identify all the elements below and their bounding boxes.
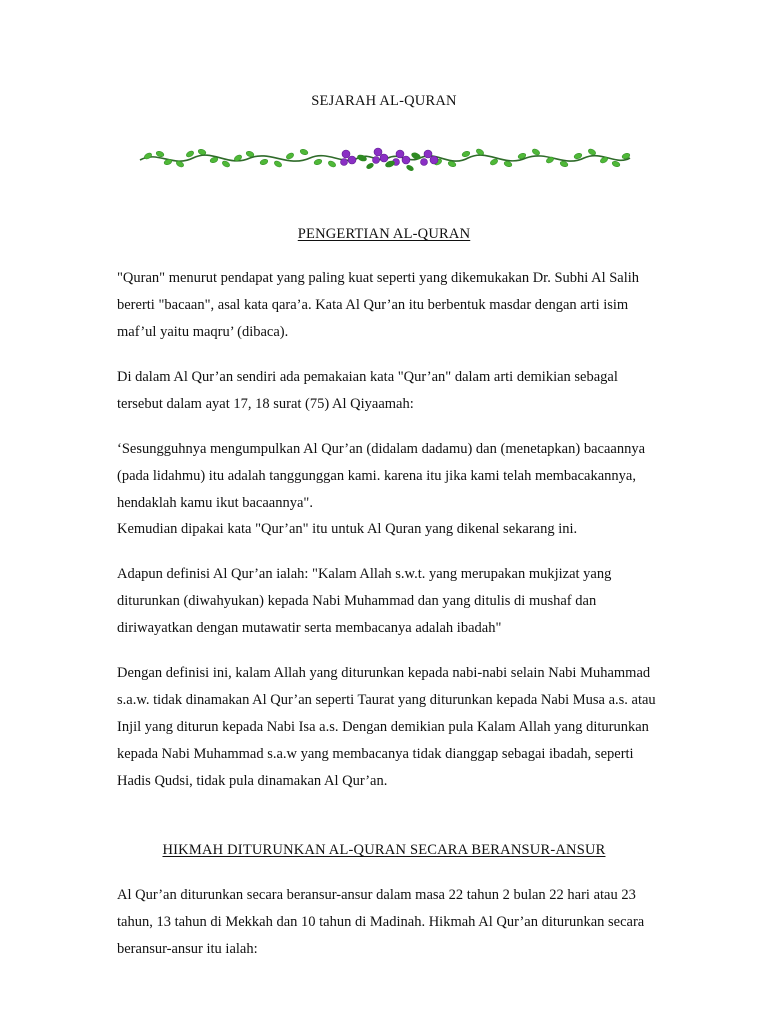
paragraph-4: Kemudian dipakai kata "Qur’an" itu untuk Al Quran yang dikenal sekarang ini.	[117, 521, 578, 537]
paragraph-1: "Quran" menurut pendapat yang paling kuat seperti yang dikemukakan Dr. Subhi Al Salih bererti "bacaan", asal kata qara’a. Kata Al Qur’an itu berbentuk masdar dengan arti isim maf’ul yaitu maqru’ (dibaca).	[117, 270, 640, 340]
paragraph-7: Al Qur’an diturunkan secara beransur-ansur dalam masa 22 tahun 2 bulan 22 hari atau 23 tahun, 13 tahun di Mekkah dan 10 tahun di Madinah. Hikmah Al Qur’an diturunkan secara beransur-ansur itu ialah:	[117, 887, 645, 957]
floral-vine-divider-icon	[138, 142, 632, 176]
section-heading-pengertian: PENGERTIAN AL-QURAN	[297, 226, 471, 242]
paragraph-quote: ‘Sesungguhnya mengumpulkan Al Qur’an (didalam dadamu) dan (menetapkan) bacaannya (pada lidahmu) itu adalah tanggunggan kami. karena itu jika kami telah membacakannya, hendaklah kamu ikut bacaannya".	[117, 441, 646, 511]
paragraph-6: Dengan definisi ini, kalam Allah yang diturunkan kepada nabi-nabi selain Nabi Muhammad s.a.w. tidak dinamakan Al Qur’an seperti Taurat yang diturunkan kepada Nabi Musa a.s. atau Injil yang diturun kepada Nabi Isa a.s. Dengan demikian pula Kalam Allah yang diturunkan kepada Nabi Muhammad s.a.w yang membacanya tidak dianggap sebagai ibadah, seperti Hadis Qudsi, tidak pula dinamakan Al Qur’an.	[117, 665, 656, 789]
paragraph-definition: Adapun definisi Al Qur’an ialah: "Kalam Allah s.w.t. yang merupakan mukjizat yang diturunkan (diwahyukan) kepada Nabi Muhammad dan yang ditulis di mushaf dan diriwayatkan dengan mutawatir serta membacanya adalah ibadah"	[117, 566, 612, 636]
document-title: SEJARAH AL-QURAN	[311, 93, 457, 109]
section-heading-hikmah: HIKMAH DITURUNKAN AL-QURAN SECARA BERANSUR-ANSUR	[162, 842, 606, 858]
paragraph-2: Di dalam Al Qur’an sendiri ada pemakaian kata "Qur’an" dalam arti demikian sebagal tersebut dalam ayat 17, 18 surat (75) Al Qiyaamah:	[117, 369, 618, 412]
